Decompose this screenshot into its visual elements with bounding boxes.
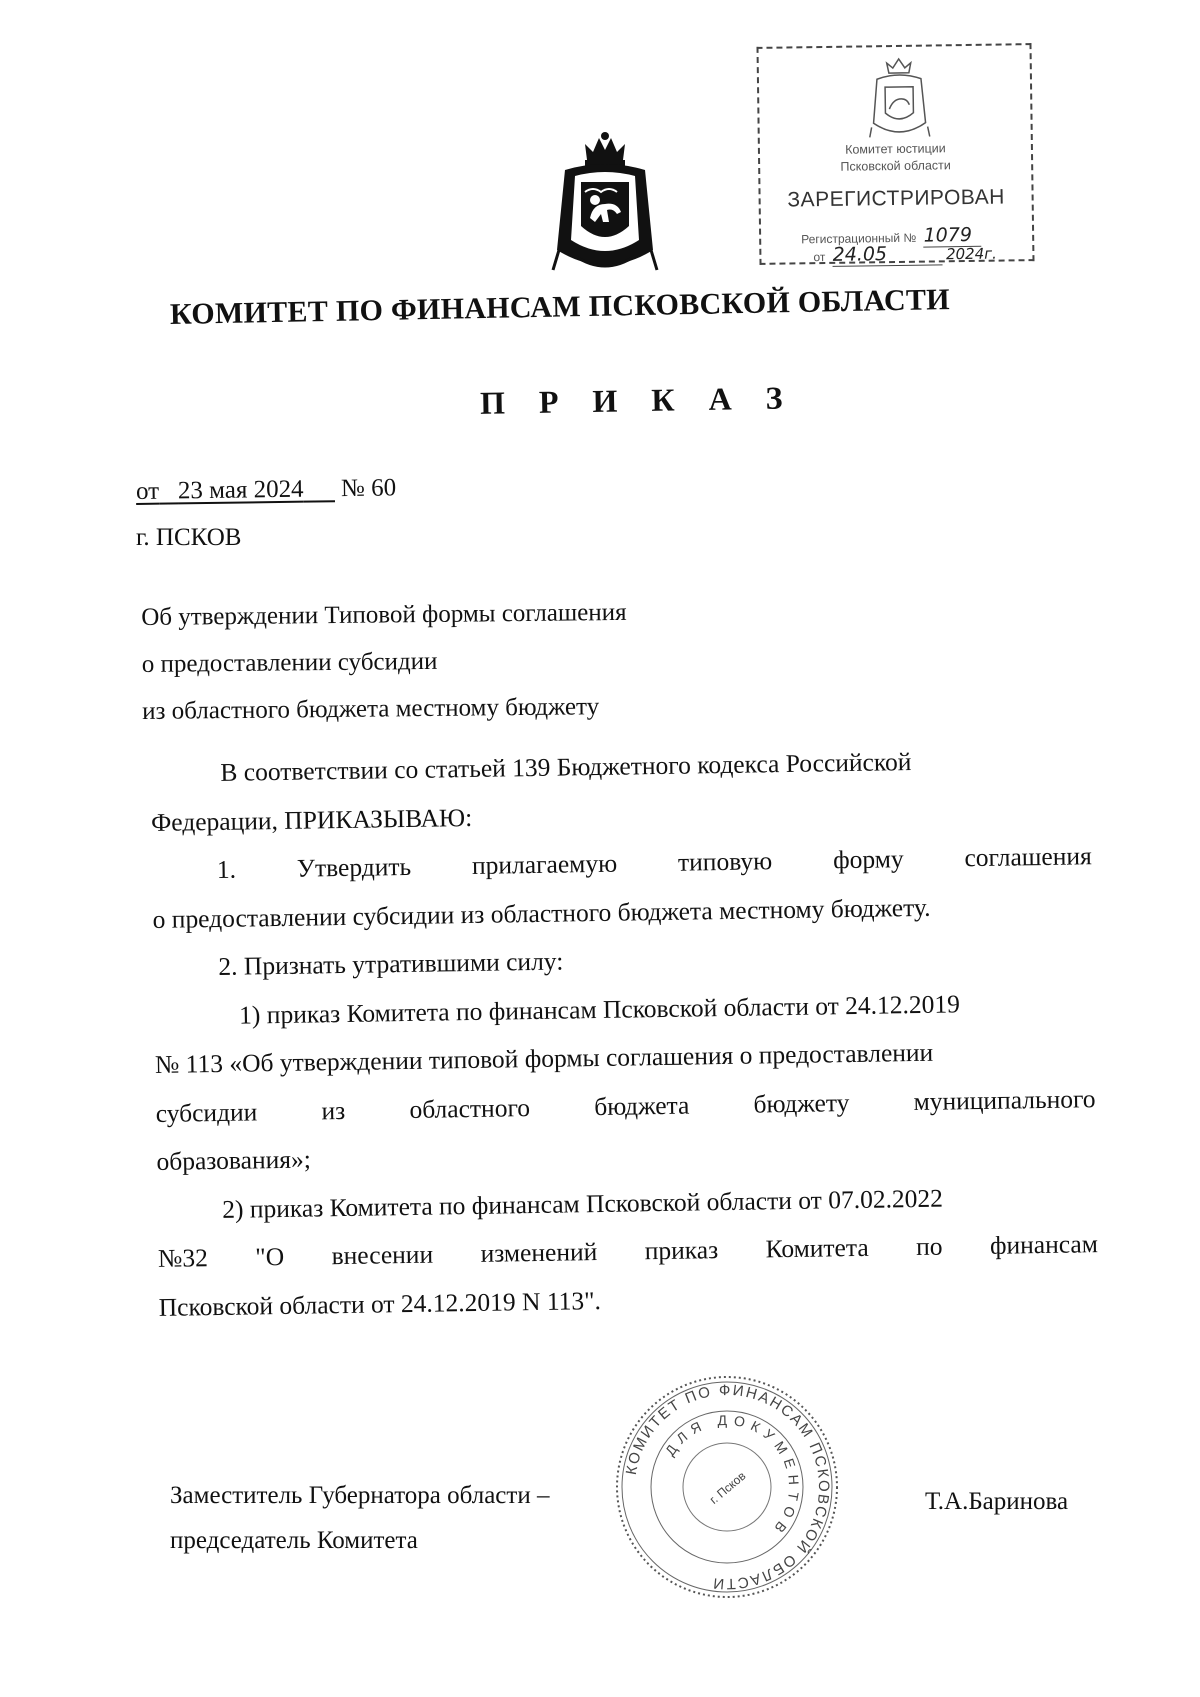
round-seal [612,1372,842,1602]
subject-line: Об утверждении Типовой формы соглашения [141,598,627,631]
organization-title: КОМИТЕТ ПО ФИНАНСАМ ПСКОВСКОЙ ОБЛАСТИ [169,283,951,331]
registration-date-line: от 24.05 2024г. [813,243,997,266]
preamble-line: Федерации, ПРИКАЗЫВАЮ: [150,802,473,837]
item-2: 2. Признать утратившими силу: [218,946,564,981]
document-city: г. ПСКОВ [136,524,242,551]
item-2-2-line: №32 "О внесении изменений приказ Комитета по финансам [157,1229,1099,1273]
seal-inner-text: ДЛЯ ДОКУМЕНТОВ [661,1411,803,1541]
document-subject [141,589,628,735]
registration-year: 2024г. [945,244,997,264]
item-2-1-line: 1) приказ Комитета по финансам Псковской области от 24.12.2019 [238,988,961,1030]
document-date-line [136,474,397,506]
coat-of-arms-emblem [535,130,675,280]
item-2-2-line: 2) приказ Комитета по финансам Псковской области от 07.02.2022 [221,1183,944,1224]
seal-outer-text: КОМИТЕТ ПО ФИНАНСАМ ПСКОВСКОЙ ОБЛАСТИ [622,1381,833,1593]
item-1-line: 1. Утвердить прилагаемую типовую форму соглашения [216,841,1092,884]
date-prefix: от [135,477,160,505]
document-date: 23 мая 2024 [177,475,304,505]
preamble-line: В соответствии со статьей 139 Бюджетного кодекса Российской [220,747,912,787]
registration-stamp-emblem [867,56,932,139]
signatory-title: Заместитель Губернатора области – председатель Комитета [170,1482,550,1554]
item-1-line: о предоставлении субсидии из областного бюджета местному бюджету. [152,892,931,934]
registration-number: 1079 [923,224,981,248]
registration-stamp-org: Комитет юстиции Псковской области [840,141,951,174]
document-type-title: П Р И К А З [479,379,796,421]
registration-date: 24.05 [832,242,942,267]
item-2-1-line: № 113 «Об утверждении типовой формы соглашения о предоставлении [154,1037,934,1079]
item-2-1-line: образования»; [156,1144,312,1176]
registration-stamp [756,43,1034,265]
subject-line: из областного бюджета местному бюджету [142,693,600,725]
document-body [150,735,1099,1332]
seal-center-text: г. Псков [706,1468,749,1507]
signatory-name: Т.А.Баринова [925,1488,1069,1515]
subject-line: о предоставлении субсидии [141,647,438,678]
item-2-1-line: субсидии из областного бюджета бюджету муниципального [155,1083,1096,1128]
item-2-2-line: Псковской области от 24.12.2019 N 113". [158,1285,602,1322]
registration-status: ЗАРЕГИСТРИРОВАН [787,185,1005,212]
registration-number-line: Регистрационный № 1079 [801,224,982,250]
document-number: № 60 [340,474,397,503]
